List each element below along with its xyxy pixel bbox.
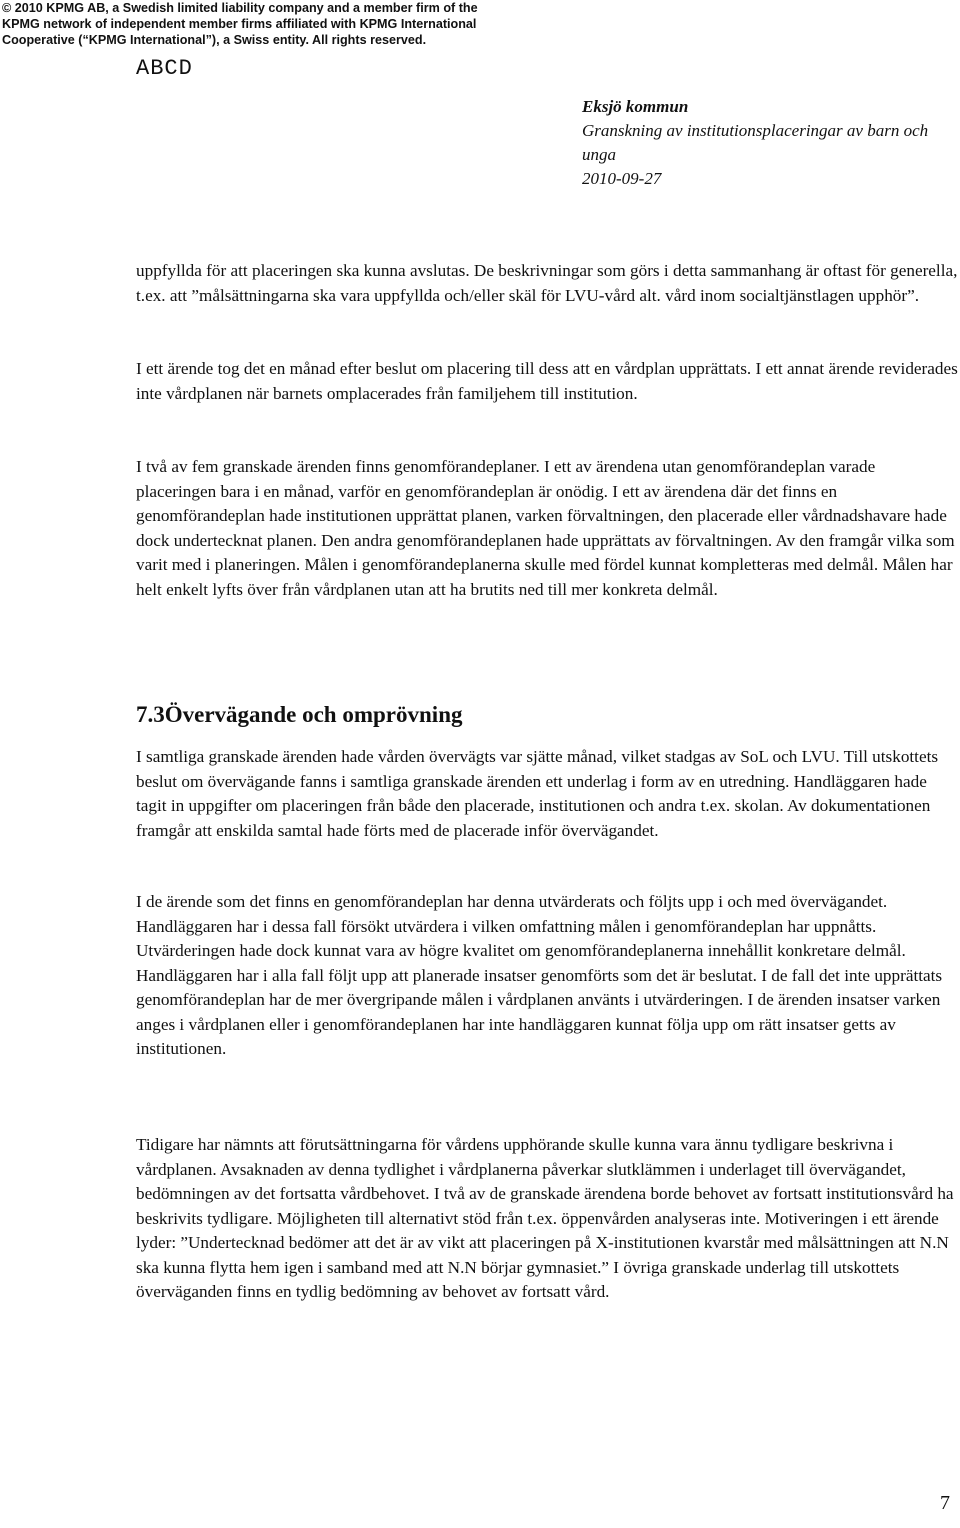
copyright-line: © 2010 KPMG AB, a Swedish limited liability company and a member firm of the (2, 1, 478, 15)
paragraph-review (136, 745, 958, 843)
copyright-notice (2, 0, 478, 48)
organization-name: Eksjö kommun (582, 97, 689, 116)
paragraph: I de ärende som det finns en genomförandeplan har denna utvärderats och följts upp i och med övervägandet. Handläggaren har i dessa fall försökt utvärdera i vilken omfattning målen i genomförandeplan har uppnåtts. Utvärderingen hade dock kunnat vara av högre kvalitet om genomförandeplanerna innehållit konkretare delmål. Handläggaren har i alla fall följt upp att planerade insatser genomförts som det är beslutat. I de fall det inte upprättats genomförandeplan har de mer övergripande målen i vårdplanen använts i utvärderingen. I de ärenden insatser varken anges i vårdplanen eller i genomförandeplanen har inte handläggaren kunnat följa upp om rätt insatser getts av institutionen. (136, 892, 943, 1058)
report-title: Granskning av institutionsplaceringar av barn och unga (582, 121, 929, 164)
report-header (582, 95, 952, 191)
paragraph-goals (136, 259, 958, 308)
paragraph: I ett ärende tog det en månad efter beslut om placering till dess att en vårdplan upprättats. I ett annat ärende reviderades inte vårdplanen när barnets omplacerades från familjehem till institution. (136, 359, 958, 403)
paragraph: Tidigare har nämnts att förutsättningarna för vårdens upphörande skulle kunna vara ännu tydligare beskrivna i vårdplanen. Avsaknaden av denna tydlighet i vårdplanerna påverkar slutklämmen i underlaget till övervägandet, bedömningen av det fortsatta vårdbehovet. I två av de granskade ärendena borde behovet av fortsatt institutionsvård ha beskrivits tydligare. Möjligheten till alternativt stöd från t.ex. öppenvården analyseras inte. Motiveringen i ett ärende lyder: ”Undertecknad bedömer att det är av vikt att placeringen på X-institutionen kvarstår med målsättningen att N.N ska kunna flytta hem igen i samband med att N.N börjar gymnasiet.” I övriga granskade underlag till utskottets överväganden finns en tydlig bedömning av behovet av fortsatt vård. (136, 1135, 954, 1301)
paragraph-care-plan (136, 357, 958, 406)
section-heading: 7.3Övervägande och omprövning (136, 702, 463, 727)
copyright-line: Cooperative (“KPMG International”), a Swiss entity. All rights reserved. (2, 33, 427, 47)
paragraph: I samtliga granskade ärenden hade vården övervägts var sjätte månad, vilket stadgas av SoL och LVU. Till utskottets beslut om övervägande fanns i samtliga granskade ärenden ett underlag i form av en utredning. Handläggaren hade tagit in uppgifter om placeringen från både den placerade, institutionen och andra t.ex. skolan. Av dokumentationen framgår att enskilda samtal hade förts med de placerade inför övervägandet. (136, 747, 939, 840)
company-logo: ABCD (136, 56, 193, 81)
page-number: 7 (940, 1492, 950, 1514)
paragraph: I två av fem granskade ärenden finns genomförandeplaner. I ett av ärendena utan genomförandeplan varade placeringen bara i en månad, varför en genomförandeplan är onödig. I ett av ärendena där det finns en genomförandeplan hade institutionen upprättat planen, varken förvaltningen, den placerade eller vårdnadshavare hade dock undertecknat planen. Den andra genomförandeplanen hade upprättats av förvaltningen. Av den framgår vilka som varit med i planeringen. Målen i genomförandeplanerna skulle med fördel kunnat kompletteras med delmål. Målen har helt enkelt lyfts över från vårdplanen utan att ha brutits ned till mer konkreta delmål. (136, 457, 955, 599)
copyright-line: KPMG network of independent member firms affiliated with KPMG International (2, 17, 477, 31)
paragraph: uppfyllda för att placeringen ska kunna avslutas. De beskrivningar som görs i detta sammanhang är oftast för generella, t.ex. att ”målsättningarna ska vara uppfyllda och/eller skäl för LVU-vård alt. vård inom socialtjänstlagen upphör”. (136, 261, 958, 305)
paragraph-evaluation (136, 890, 958, 1062)
paragraph-implementation-plans (136, 455, 958, 602)
paragraph-termination (136, 1133, 958, 1305)
report-date: 2010-09-27 (582, 169, 662, 188)
